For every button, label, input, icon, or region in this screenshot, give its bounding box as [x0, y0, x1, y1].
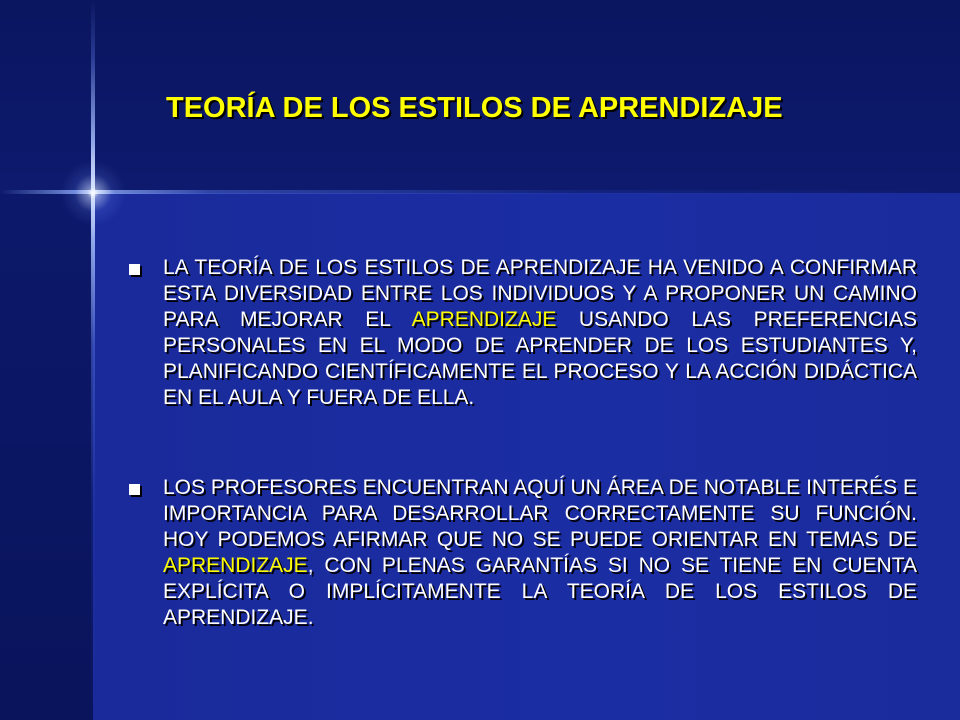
- bullet-paragraph-2: [163, 475, 917, 631]
- square-bullet-icon: [129, 484, 140, 495]
- star-flare-icon: [60, 160, 126, 226]
- paragraph-text: LA TEORÍA DE LOS ESTILOS DE APRENDIZAJE HA VENIDO A CONFIRMAR ESTA DIVERSIDAD ENTRE LOS INDIVIDUOS Y A PROPONER UN CAMINO PARA MEJORAR EL: [163, 256, 917, 331]
- paragraph-text: USANDO LAS PREFERENCIAS PERSONALES EN EL MODO DE APRENDER DE LOS ESTUDIANTES Y, PLANIFICANDO CIENTÍFICAMENTE EL PROCESO Y LA ACCIÓN DIDÁCTICA EN EL AULA Y FUERA DE ELLA.: [163, 308, 917, 409]
- slide-title: TEORÍA DE LOS ESTILOS DE APRENDIZAJE: [166, 92, 783, 124]
- paragraph-text: LOS PROFESORES ENCUENTRAN AQUÍ UN ÁREA DE NOTABLE INTERÉS E IMPORTANCIA PARA DESARROLLAR CORRECTAMENTE SU FUNCIÓN. HOY PODEMOS AFIRMAR QUE NO SE PUEDE ORIENTAR EN TEMAS DE: [163, 476, 917, 551]
- left-margin-background: [0, 193, 93, 720]
- vertical-light-streak: [91, 0, 95, 720]
- bullet-paragraph-1: [163, 255, 917, 411]
- highlighted-term: APRENDIZAJE: [411, 308, 557, 331]
- square-bullet-icon: [129, 264, 140, 275]
- paragraph-text: , CON PLENAS GARANTÍAS SI NO SE TIENE EN CUENTA EXPLÍCITA O IMPLÍCITAMENTE LA TEORÍA DE LOS ESTILOS DE APRENDIZAJE.: [163, 554, 917, 629]
- highlighted-term: APRENDIZAJE: [163, 554, 308, 577]
- horizontal-light-streak: [0, 190, 960, 194]
